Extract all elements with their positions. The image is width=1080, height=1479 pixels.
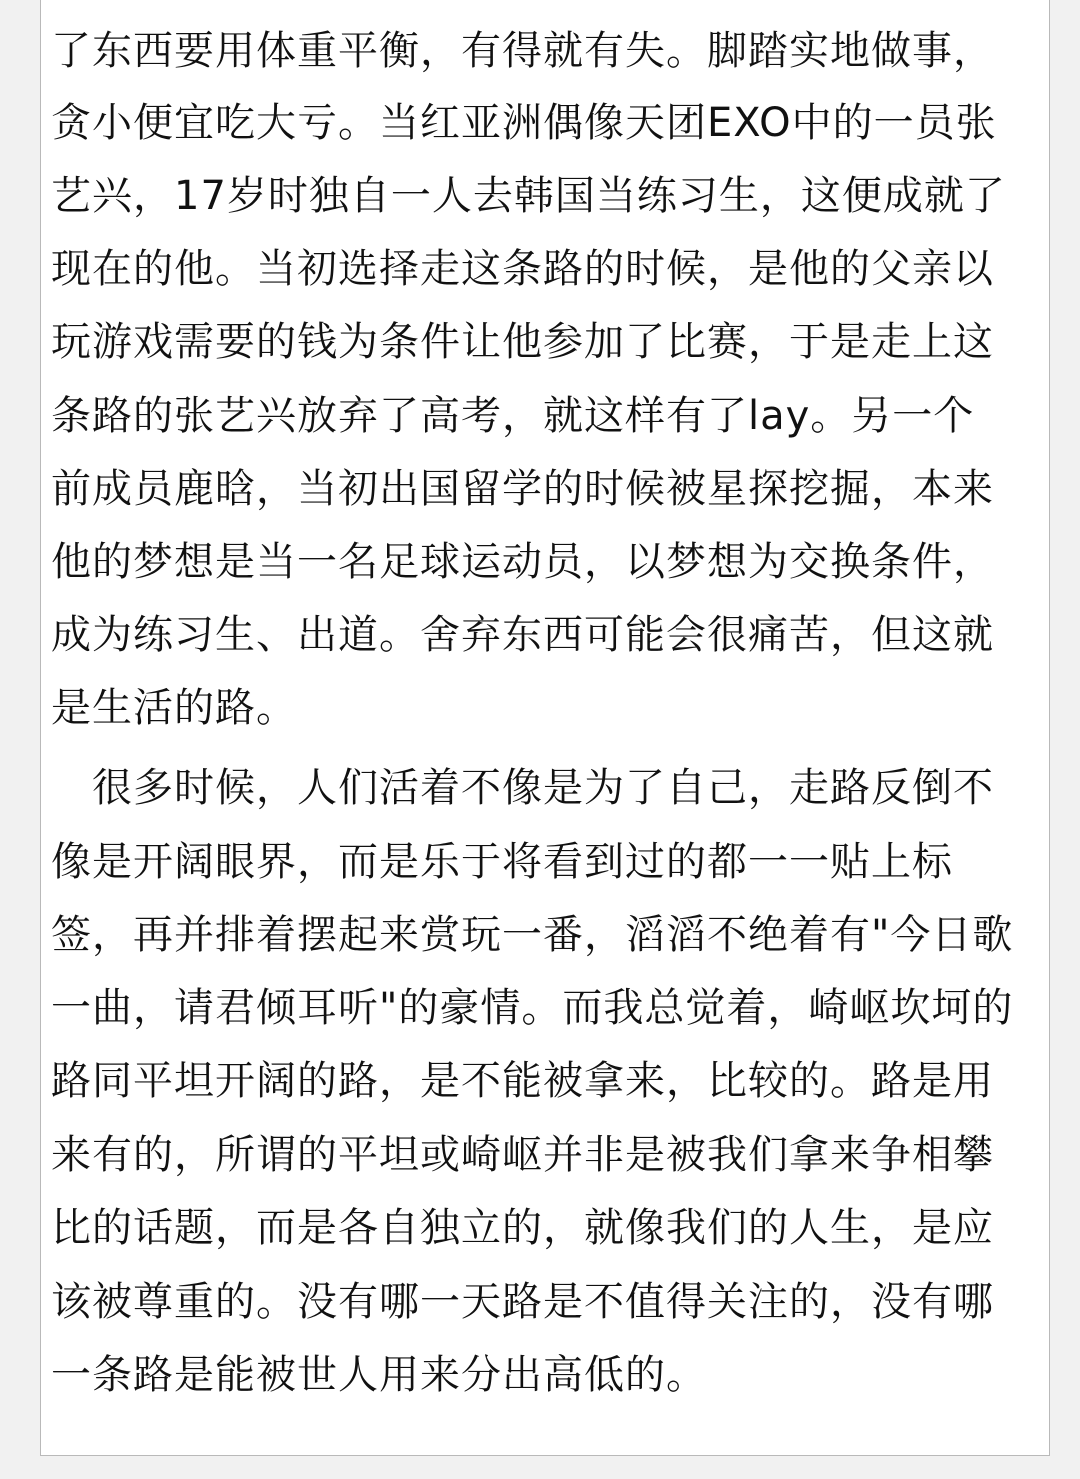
text-line: 很多时候，人们活着不像是为了自己，走路反倒不	[51, 765, 994, 811]
text-line: 成为练习生、出道。舍弃东西可能会很痛苦，但这就	[51, 612, 994, 658]
text-line: 路同平坦开阔的路，是不能被拿来，比较的。路是用	[51, 1058, 994, 1104]
text-line: 条路的张艺兴放弃了高考，就这样有了lay。另一个	[51, 393, 975, 439]
text-line: 玩游戏需要的钱为条件让他参加了比赛，于是走上这	[51, 319, 994, 365]
text-line: 他的梦想是当一名足球运动员，以梦想为交换条件，	[51, 539, 994, 585]
text-line: 是生活的路。	[51, 685, 297, 731]
text-line: 像是开阔眼界，而是乐于将看到过的都一一贴上标	[51, 839, 953, 885]
text-line: 前成员鹿晗，当初出国留学的时候被星探挖掘，本来	[51, 466, 994, 512]
text-line: 一曲，请君倾耳听"的豪情。而我总觉着，崎岖坎坷的	[51, 985, 1014, 1031]
text-line: 签，再并排着摆起来赏玩一番，滔滔不绝着有"今日歌	[51, 912, 1014, 958]
text-line: 来有的，所谓的平坦或崎岖并非是被我们拿来争相攀	[51, 1132, 994, 1178]
text-line: 现在的他。当初选择走这条路的时候，是他的父亲以	[51, 246, 994, 292]
document-page	[40, 0, 1050, 1456]
text-line: 贪小便宜吃大亏。当红亚洲偶像天团EXO中的一员张	[51, 100, 997, 146]
text-line: 比的话题，而是各自独立的，就像我们的人生，是应	[51, 1205, 994, 1251]
text-line: 艺兴，17岁时独自一人去韩国当练习生，这便成就了	[51, 173, 1006, 219]
text-line: 该被尊重的。没有哪一天路是不值得关注的，没有哪	[51, 1279, 994, 1325]
text-line: 了东西要用体重平衡，有得就有失。脚踏实地做事，	[51, 28, 994, 74]
text-line: 一条路是能被世人用来分出高低的。	[51, 1352, 707, 1398]
